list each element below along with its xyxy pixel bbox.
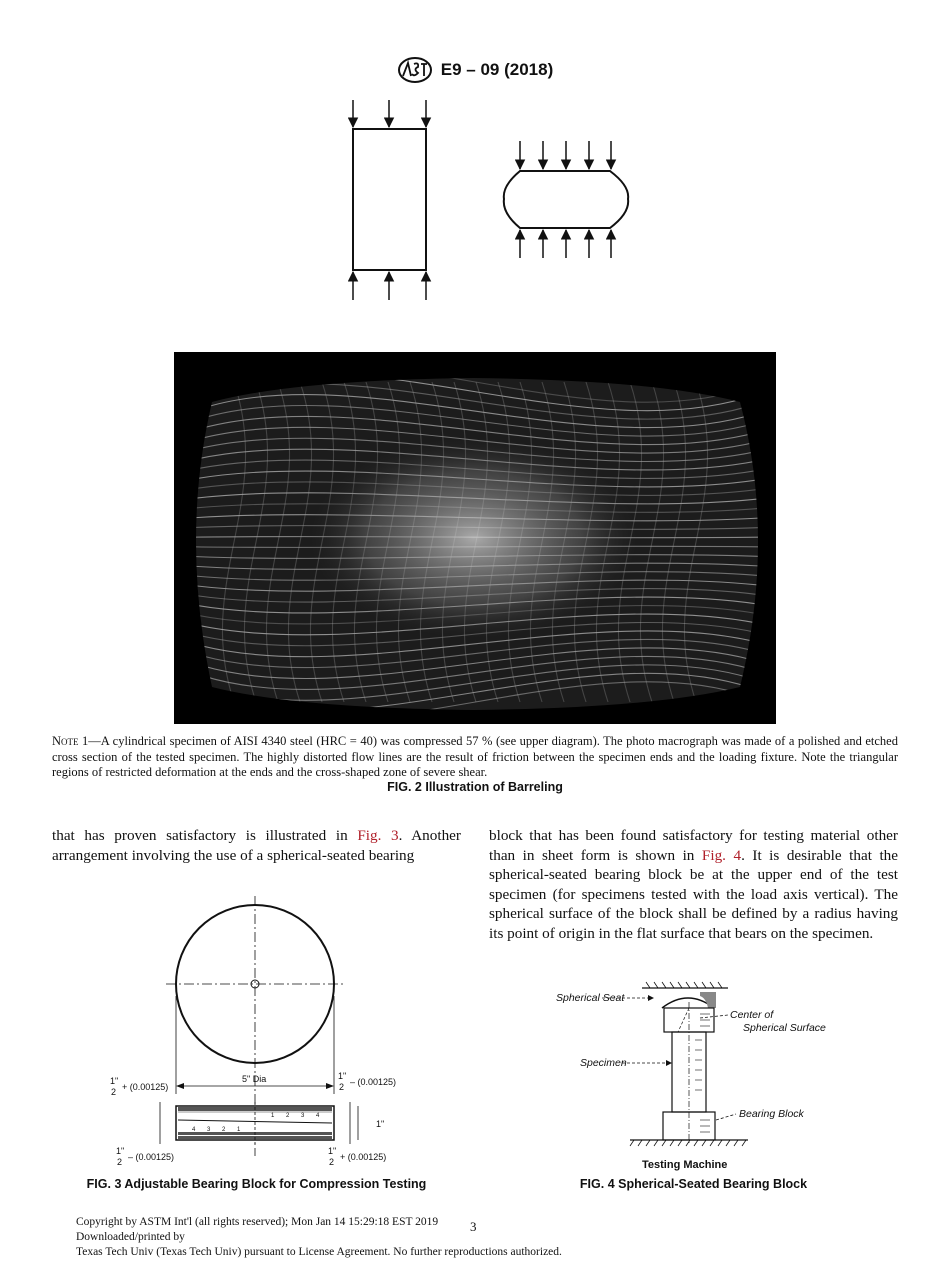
- fig3-caption: FIG. 3 Adjustable Bearing Block for Compression Testing: [86, 1177, 427, 1191]
- right-column-text: [489, 826, 898, 943]
- astm-logo-icon: [397, 56, 433, 84]
- frac-bl-den: 2: [117, 1157, 123, 1167]
- scale-top-4: 4: [316, 1113, 320, 1119]
- barreled-specimen: [504, 141, 628, 258]
- figure-note: [52, 734, 898, 781]
- left-text-2: . Another arrangement involving the use of a spherical-seated bearing: [52, 827, 461, 864]
- note-label: Note 1: [52, 734, 89, 748]
- scale-bottom-1: 1: [237, 1127, 241, 1133]
- frac-tr-num: 1": [338, 1071, 347, 1081]
- frac-tr-den: 2: [339, 1082, 345, 1092]
- label-bearing-block: Bearing Block: [739, 1108, 804, 1120]
- fig3-drawing: [100, 896, 420, 1178]
- page-number: 3: [470, 1219, 477, 1234]
- scale-top-3: 3: [301, 1113, 305, 1119]
- bearing-block-section: [160, 1102, 358, 1144]
- scale-bottom-3: 3: [207, 1127, 211, 1133]
- tol-bottom-right: + (0.00125): [340, 1152, 387, 1162]
- frac-br-num: 1": [328, 1146, 337, 1156]
- footer: [76, 1215, 562, 1260]
- original-specimen: [353, 100, 426, 300]
- frac-bl-num: 1": [116, 1146, 125, 1156]
- right-text-1: block that has been found satisfactory for testing material other than in sheet form is shown in: [489, 827, 898, 864]
- fig4-link[interactable]: Fig. 4: [701, 846, 742, 864]
- footer-copyright: Copyright by ASTM Int'l (all rights reserved); Mon Jan 14 15:29:18 EST 2019: [76, 1216, 439, 1228]
- right-text-2: . It is desirable that the spherical-seated bearing block be at the upper end of the test specimen (for specimens tested with the load axis vertical). The spherical surface of the block shall be defined by a radius having its point of origin in the flat surface that bears on the specimen.: [489, 846, 898, 942]
- fig3-link[interactable]: Fig. 3: [357, 827, 399, 844]
- standard-designation: E9 – 09 (2018): [440, 60, 554, 79]
- left-column-text: [52, 826, 461, 865]
- scale-top-1: 1: [271, 1113, 275, 1119]
- frac-tl-den: 2: [111, 1087, 117, 1097]
- frac-br-den: 2: [329, 1157, 335, 1167]
- frac-tl-num: 1": [110, 1076, 119, 1086]
- tol-top-left: + (0.00125): [122, 1082, 169, 1092]
- barreling-diagram: [330, 95, 650, 307]
- fig4-drawing: [550, 980, 850, 1175]
- scale-bottom-2: 2: [222, 1127, 226, 1133]
- label-spherical-seat: Spherical Seat: [556, 992, 625, 1004]
- label-specimen: Specimen: [580, 1057, 627, 1069]
- scale-top-2: 2: [286, 1113, 290, 1119]
- label-center-1: Center of: [730, 1009, 774, 1021]
- note-text: —A cylindrical specimen of AISI 4340 steel (HRC = 40) was compressed 57 % (see upper diagram). The photo macrograph was made of a polished and etched cross section of the tested specimen. The highly distorted flow lines are the result of friction between the specimen ends and the loading fixture. Note the triangular regions of restricted deformation at the ends and the cross-shaped zone of severe shear.: [52, 734, 898, 779]
- label-testing-machine: Testing Machine: [642, 1159, 728, 1171]
- dia-label: 5" Dia: [242, 1074, 267, 1084]
- fig4-caption: FIG. 4 Spherical-Seated Bearing Block: [579, 1177, 808, 1191]
- macrograph-image: [174, 352, 776, 724]
- height-label: 1": [376, 1119, 385, 1129]
- label-center-2: Spherical Surface: [743, 1022, 826, 1034]
- footer-license: Texas Tech Univ (Texas Tech Univ) pursuant to License Agreement. No further reproductions authorized.: [76, 1246, 562, 1258]
- footer-downloaded: Downloaded/printed by: [76, 1231, 185, 1243]
- tol-top-right: – (0.00125): [350, 1077, 397, 1087]
- page-header: [0, 56, 950, 89]
- scale-bottom-4: 4: [192, 1127, 196, 1133]
- fig2-caption: FIG. 2 Illustration of Barreling: [387, 780, 563, 794]
- tol-bottom-left: – (0.00125): [128, 1152, 175, 1162]
- left-text-1: that has proven satisfactory is illustrated in: [52, 827, 358, 844]
